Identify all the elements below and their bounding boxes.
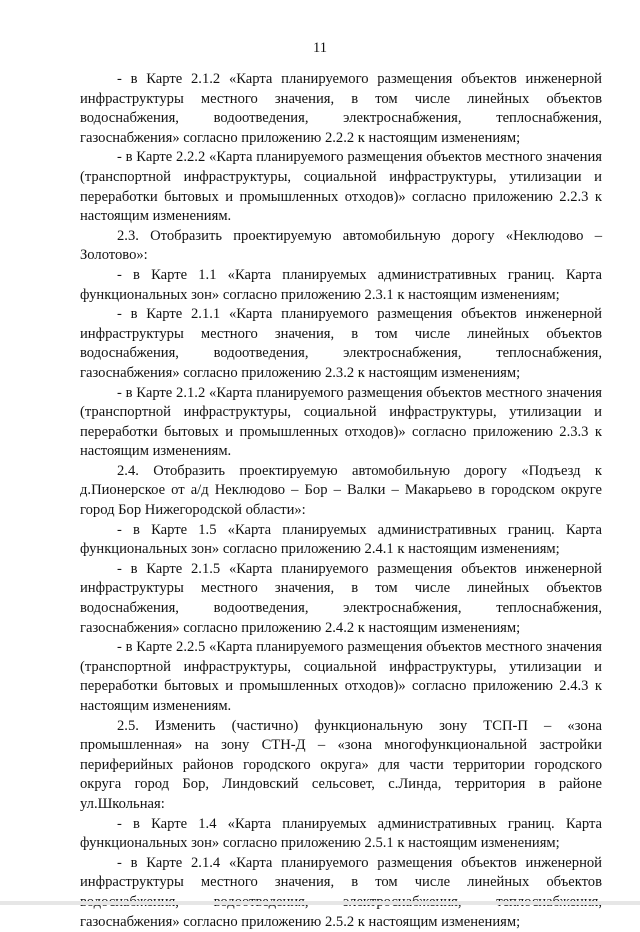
document-body — [80, 70, 602, 932]
paragraph-map-2-1-5: - в Карте 2.1.5 «Карта планируемого размещения объектов инженерной инфраструктуры местного значения, в том числе линейных объектов водоснабжения, водоотведения, электроснабжения, теплоснабжения, газоснабжения» согласно приложению 2.4.2 к настоящим изменениям; — [80, 560, 602, 636]
page-bottom-edge — [0, 901, 640, 905]
paragraph-section-2-5: 2.5. Изменить (частично) функциональную зону ТСП-П – «зона промышленная» на зону СТН-Д – «зона многофункциональной застройки периферийных районов городского округа» для части территории городского округа город Бор, Линдовский сельсовет, с.Линда, территория в районе ул.Школьная: — [80, 717, 602, 812]
page-number: 11 — [313, 40, 327, 56]
paragraph-map-2-1-4: - в Карте 2.1.4 «Карта планируемого размещения объектов инженерной инфраструктуры местного значения, в том числе линейных объектов газоснабжения» согласно приложению 2.5.2 к настоящим изменениям; — [80, 854, 602, 930]
paragraph-map-1-1: - в Карте 1.1 «Карта планируемых административных границ. Карта функциональных зон» согласно приложению 2.3.1 к настоящим изменениям; — [80, 266, 602, 303]
paragraph-map-2-1-2-local-objects: - в Карте 2.1.2 «Карта планируемого размещения объектов местного значения (транспортной инфраструктуры, социальной инфраструктуры, утилизации и переработки бытовых и промышленных отходов)» согласно приложению 2.3.3 к настоящим изменениям. — [80, 384, 602, 460]
paragraph-map-2-2-2-local-objects: - в Карте 2.2.2 «Карта планируемого размещения объектов местного значения (транспортной инфраструктуры, социальной инфраструктуры, утилизации и переработки бытовых и промышленных отходов)» согласно приложению 2.2.3 к настоящим изменениям. — [80, 149, 602, 225]
paragraph-map-1-4: - в Карте 1.4 «Карта планируемых административных границ. Карта функциональных зон» согласно приложению 2.5.1 к настоящим изменениям; — [80, 815, 602, 852]
paragraph-map-2-2-5: - в Карте 2.2.5 «Карта планируемого размещения объектов местного значения (транспортной инфраструктуры, социальной инфраструктуры, утилизации и переработки бытовых и промышленных отходов)» согласно приложению 2.4.3 к настоящим изменениям. — [80, 639, 602, 714]
paragraph-section-2-4: 2.4. Отобразить проектируемую автомобильную дорогу «Подъезд к д.Пионерское от а/д Неклюдово – Бор – Валки – Макарьево в городском округе город Бор Нижегородской области»: — [80, 462, 602, 519]
paragraph-map-2-1-2-engineering: - в Карте 2.1.2 «Карта планируемого размещения объектов инженерной инфраструктуры местного значения, в том числе линейных объектов водоснабжения, водоотведения, электроснабжения, теплоснабжения, газоснабжения» согласно приложению 2.2.2 к настоящим изменениям; — [80, 71, 602, 146]
paragraph-map-1-5: - в Карте 1.5 «Карта планируемых административных границ. Карта функциональных зон» согласно приложению 2.4.1 к настоящим изменениям; — [80, 521, 602, 558]
paragraph-map-2-1-1: - в Карте 2.1.1 «Карта планируемого размещения объектов инженерной инфраструктуры местного значения, в том числе линейных объектов водоснабжения, водоотведения, электроснабжения, теплоснабжения, газоснабжения» согласно приложению 2.3.2 к настоящим изменениям; — [80, 306, 602, 381]
paragraph-section-2-3: 2.3. Отобразить проектируемую автомобильную дорогу «Неклюдово – Золотово»: — [80, 227, 602, 264]
